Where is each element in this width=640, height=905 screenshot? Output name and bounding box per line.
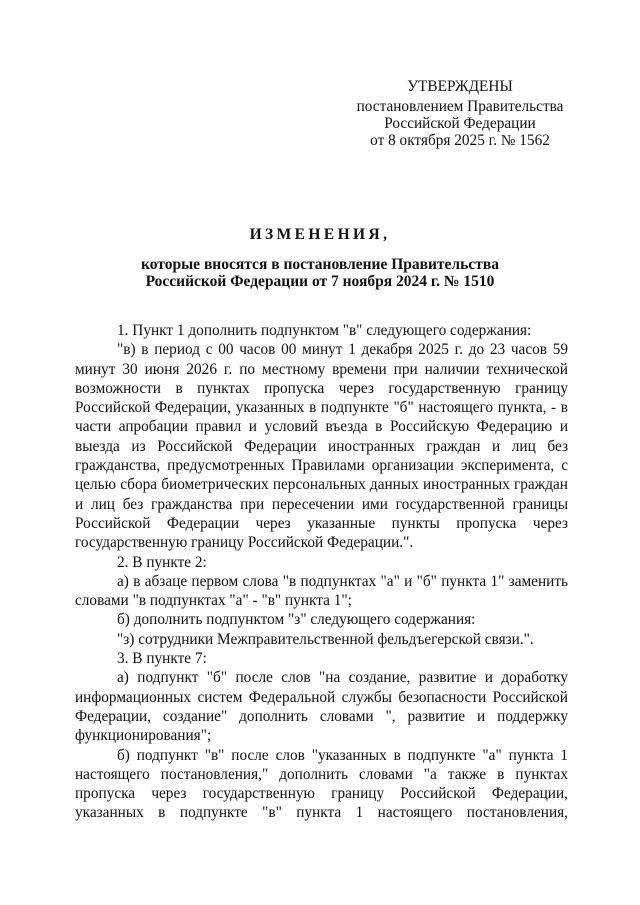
title-heading: ИЗМЕНЕНИЯ,: [249, 226, 391, 243]
title-subtitle: Российской Федерации от 7 ноября 2024 г. № 1510: [145, 273, 495, 290]
paragraph: "в) в период с 00 часов 00 минут 1 декабря 2025 г. до 23 часов 59 минут 30 июня 2026 г. по местному времени при наличии технической возможности в пунктах пропуска через государственную границу Российской Федерации, указанных в подпункте "б" настоящего пункта, - в части апробации правил и условий въезда в Российскую Федерацию и выезда из Российской Федерации иностранных граждан и лиц без гражданства, предусмотренных Правилами организации эксперимента, с целью сбора биометрических персональных данных иностранных граждан и лиц без гражданства при пересечении ими государственной границы Российской Федерации через указанные пункты пропуска через государственную границу Российской Федерации.".: [75, 341, 568, 552]
approval-line: от 8 октября 2025 г. № 1562: [370, 132, 550, 149]
title-subtitle: которые вносятся в постановление Правительства: [141, 256, 499, 273]
paragraph: 2. В пункте 2:: [117, 553, 207, 571]
document-body: [75, 321, 568, 823]
document-title: [75, 226, 565, 290]
approval-line: постановлением Правительства: [356, 98, 564, 115]
approval-block: [330, 78, 590, 149]
paragraph: б) подпункт "в" после слов "указанных в подпункте "а" пункта 1 настоящего постановления," дополнить словами "а также в пунктах пропуска через государственную границу Российской Федерации, указанных в подпункте "в" пункта 1 настоящего постановления,: [75, 746, 568, 822]
paragraph: а) в абзаце первом слова "в подпунктах "а" и "б" пункта 1" заменить словами "в подпунктах "а" - "в" пункта 1";: [75, 572, 568, 610]
paragraph: "з) сотрудники Межправительственной фельдъегерской связи.".: [117, 630, 534, 648]
paragraph: 1. Пункт 1 дополнить подпунктом "в" следующего содержания:: [117, 322, 532, 339]
paragraph: а) подпункт "б" после слов "на создание, развитие и доработку информационных систем Федеральной службы безопасности Российской Федерации, создание" дополнить словами ", развитие и поддержку функционирования";: [75, 669, 568, 745]
approval-stamp-title: УТВЕРЖДЕНЫ: [407, 78, 513, 95]
paragraph: б) дополнить подпунктом "з" следующего содержания:: [117, 611, 476, 629]
paragraph: 3. В пункте 7:: [117, 650, 207, 668]
approval-line: Российской Федерации: [384, 115, 536, 132]
